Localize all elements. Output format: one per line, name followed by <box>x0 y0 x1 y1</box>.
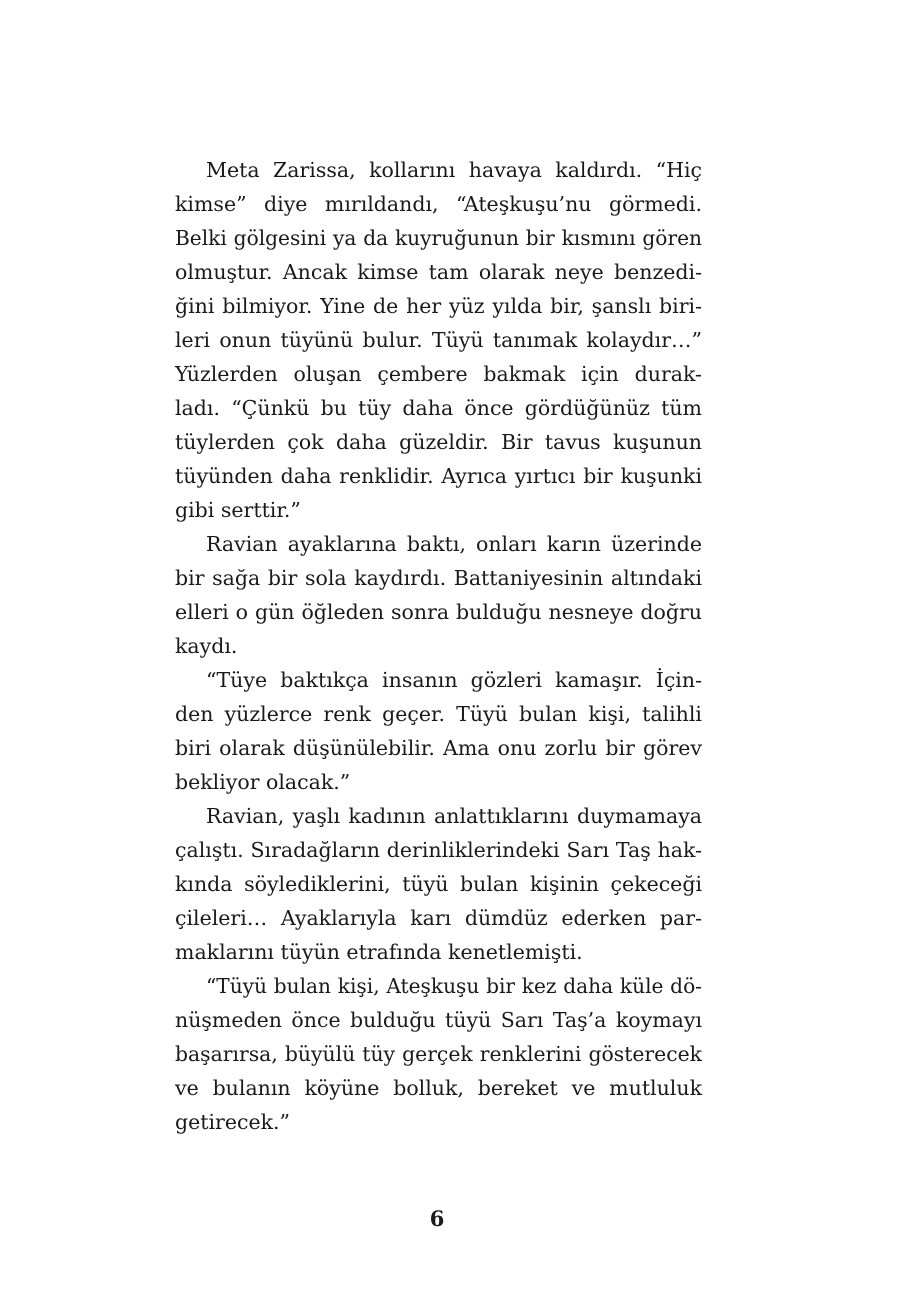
text-line: maklarını tüyün etrafında kenetlemişti. <box>175 940 583 964</box>
text-line: “Tüye baktıkça insanın gözleri kamaşır. İçin- <box>206 668 702 692</box>
text-line: başarırsa, büyülü tüy gerçek renklerini gösterecek <box>175 1042 702 1066</box>
text-line: çalıştı. Sıradağların derinliklerindeki Sarı Taş hak- <box>175 838 702 862</box>
text-line: tüyünden daha renklidir. Ayrıca yırtıcı bir kuşunki <box>175 464 702 488</box>
text-line: ve bulanın köyüne bolluk, bereket ve mutluluk <box>175 1076 702 1100</box>
text-line: ğini bilmiyor. Yine de her yüz yılda bir, şanslı biri- <box>175 294 702 318</box>
paragraph-5 <box>175 969 702 1139</box>
paragraph-1 <box>175 153 702 527</box>
text-line: ladı. “Çünkü bu tüy daha önce gördüğünüz tüm <box>175 396 702 420</box>
text-line: elleri o gün öğleden sonra bulduğu nesneye doğru <box>175 600 702 624</box>
page-body <box>175 153 702 1139</box>
paragraph-2 <box>175 527 702 663</box>
text-line: Meta Zarissa, kollarını havaya kaldırdı. “Hiç <box>206 158 702 182</box>
page-number: 6 <box>429 1206 445 1231</box>
text-line: bekliyor olacak.” <box>175 770 351 794</box>
text-line: Ravian ayaklarına baktı, onları karın üzerinde <box>206 532 702 556</box>
text-line: nüşmeden önce bulduğu tüyü Sarı Taş’a koymayı <box>175 1008 702 1032</box>
text-line: gibi serttir.” <box>175 498 301 522</box>
text-line: kimse” diye mırıldandı, “Ateşkuşu’nu görmedi. <box>175 192 702 216</box>
text-line: çileleri… Ayaklarıyla karı dümdüz ederken par- <box>175 906 702 930</box>
text-line: den yüzlerce renk geçer. Tüyü bulan kişi, talihli <box>175 702 702 726</box>
text-line: leri onun tüyünü bulur. Tüyü tanımak kolaydır…” <box>175 328 702 352</box>
text-line: kaydı. <box>175 634 238 658</box>
text-line: Ravian, yaşlı kadının anlattıklarını duymamaya <box>206 804 702 828</box>
text-line: olmuştur. Ancak kimse tam olarak neye benzedi- <box>175 260 702 284</box>
paragraph-4 <box>175 799 702 969</box>
text-line: kında söylediklerini, tüyü bulan kişinin çekeceği <box>175 872 702 896</box>
text-line: biri olarak düşünülebilir. Ama onu zorlu bir görev <box>175 736 702 760</box>
paragraph-3 <box>175 663 702 799</box>
text-line: tüylerden çok daha güzeldir. Bir tavus kuşunun <box>175 430 702 454</box>
text-line: Belki gölgesini ya da kuyruğunun bir kısmını gören <box>175 226 702 250</box>
text-line: Yüzlerden oluşan çembere bakmak için durak- <box>175 362 702 386</box>
text-line: bir sağa bir sola kaydırdı. Battaniyesinin altındaki <box>175 566 702 590</box>
text-line: getirecek.” <box>175 1110 291 1134</box>
text-line: “Tüyü bulan kişi, Ateşkuşu bir kez daha küle dö- <box>206 974 702 998</box>
